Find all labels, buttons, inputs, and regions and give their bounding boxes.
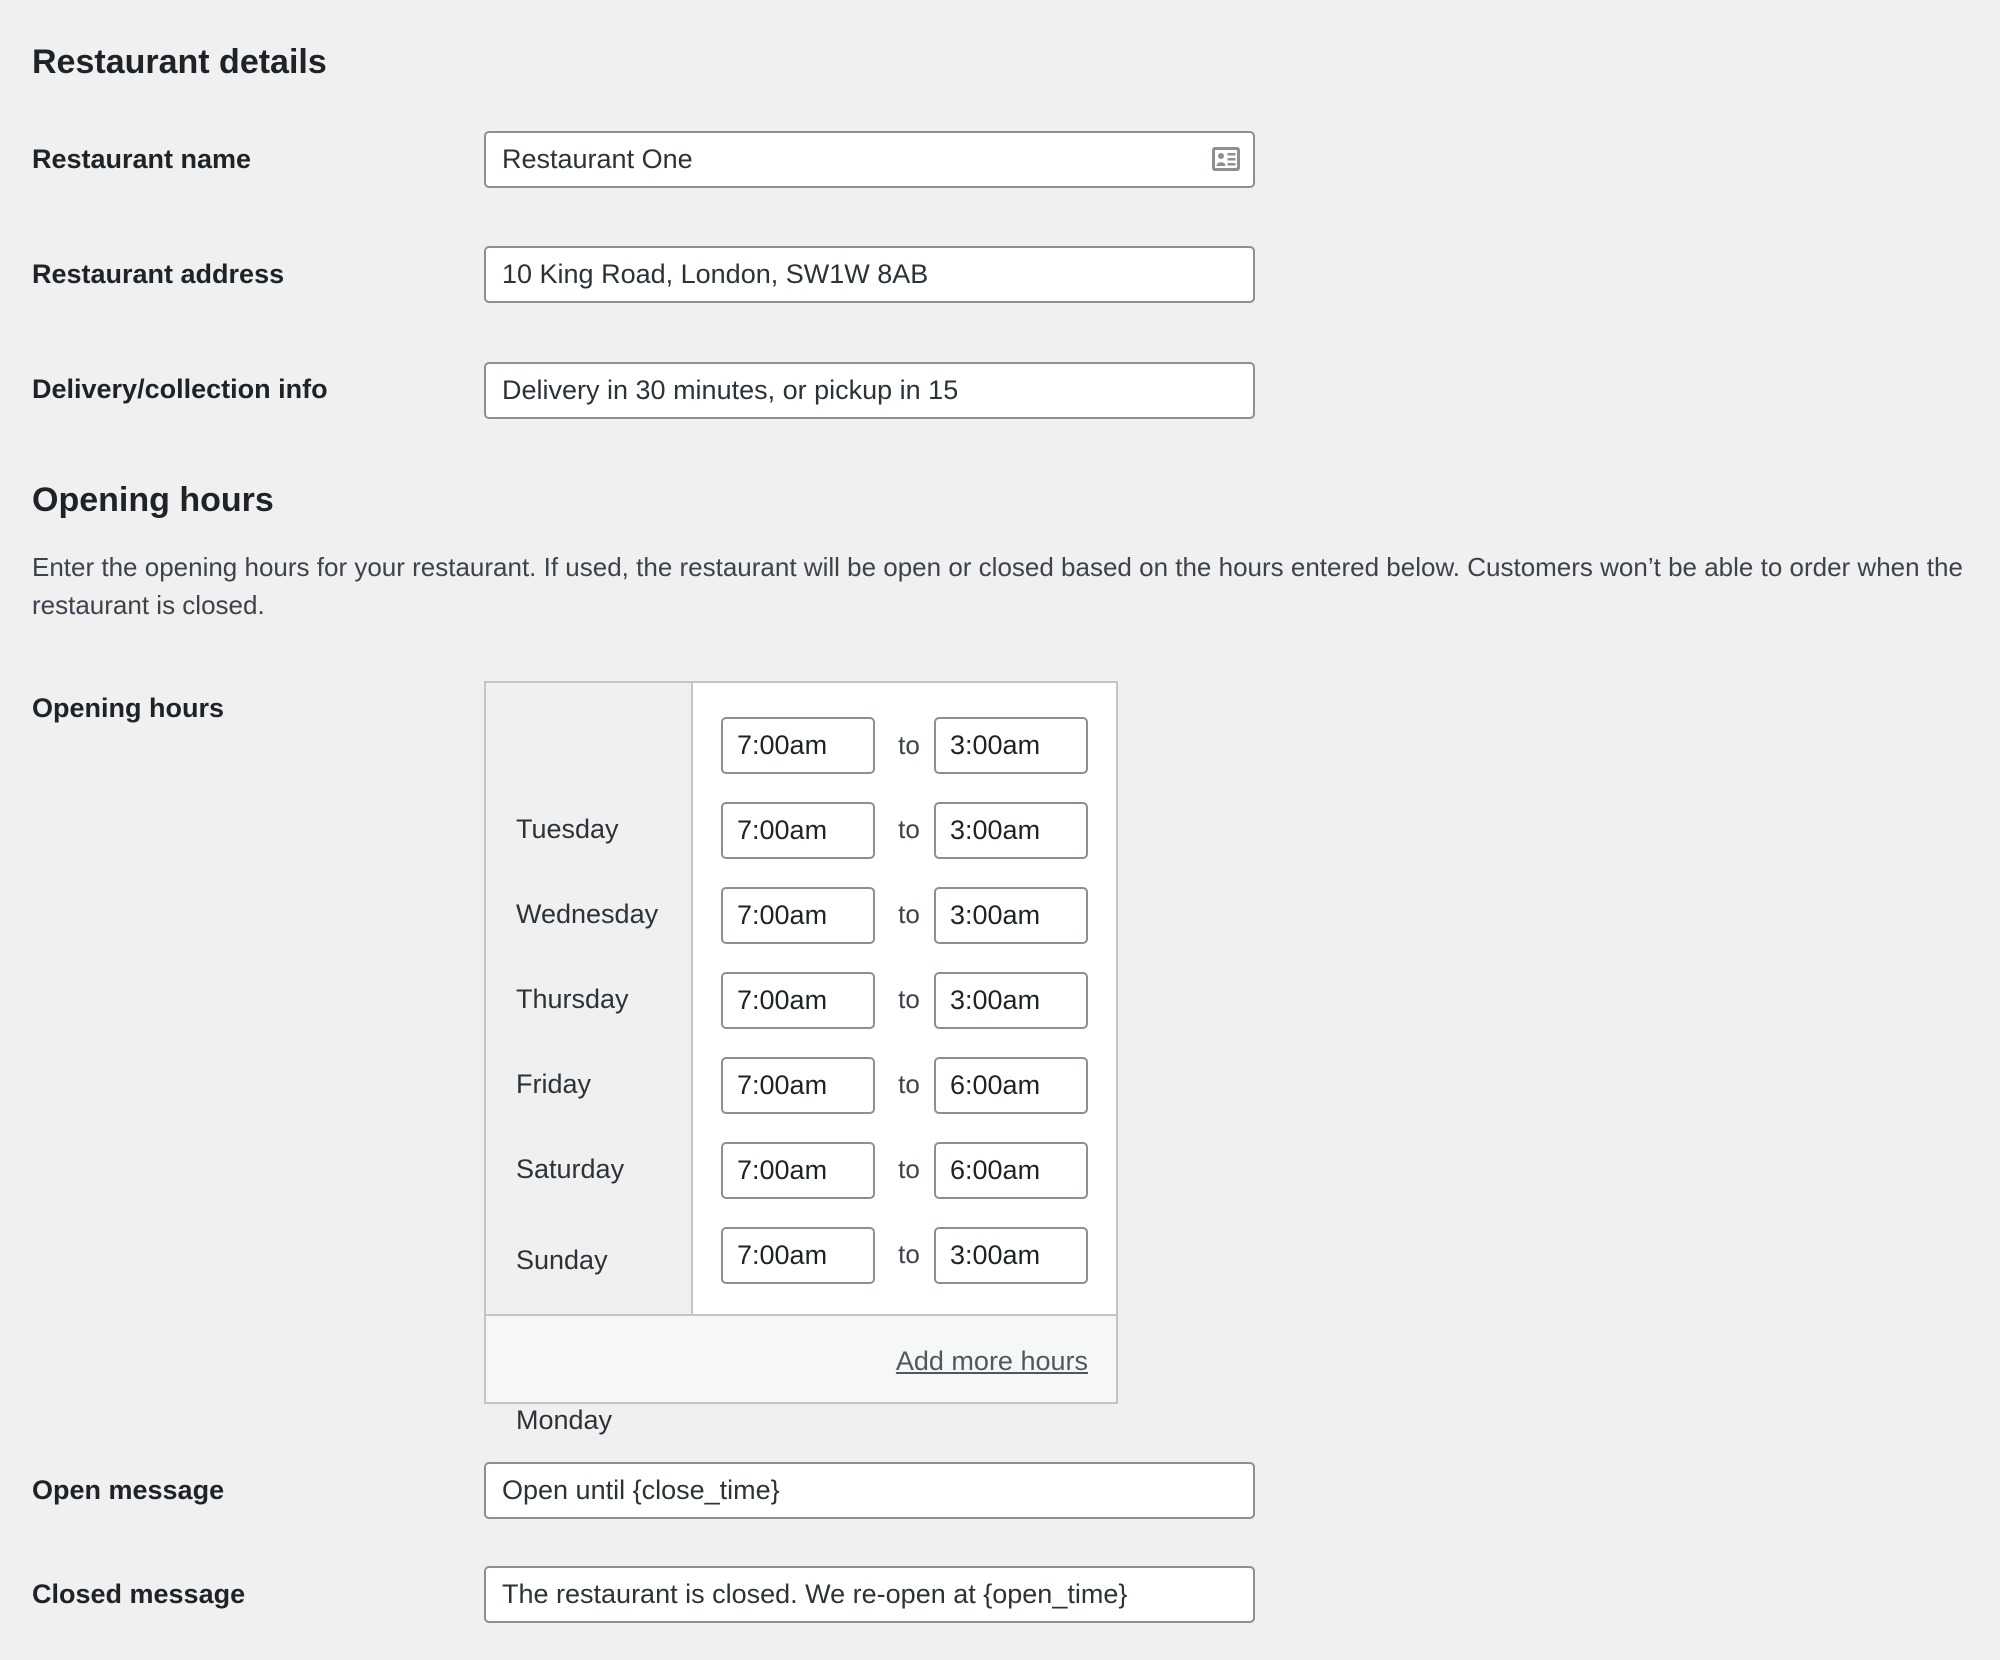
close-time-input[interactable] [934, 717, 1088, 774]
restaurant-address-input[interactable] [484, 246, 1255, 303]
close-time-input[interactable] [934, 1142, 1088, 1199]
to-separator: to [898, 1154, 920, 1184]
delivery-info-label: Delivery/collection info [32, 374, 328, 404]
open-time-input[interactable] [721, 887, 875, 944]
open-message-input[interactable] [484, 1462, 1255, 1519]
to-separator: to [898, 1069, 920, 1099]
closed-message-input[interactable] [484, 1566, 1255, 1623]
day-label-saturday: Saturday [516, 1154, 625, 1184]
open-time-input[interactable] [721, 717, 875, 774]
restaurant-address-label: Restaurant address [32, 259, 285, 289]
open-message-label: Open message [32, 1475, 225, 1505]
to-separator: to [898, 984, 920, 1014]
restaurant-details-heading: Restaurant details [32, 43, 327, 81]
close-time-input[interactable] [934, 1227, 1088, 1284]
opening-hours-heading: Opening hours [32, 481, 274, 519]
restaurant-name-label: Restaurant name [32, 144, 252, 174]
to-separator: to [898, 899, 920, 929]
delivery-info-input[interactable] [484, 362, 1255, 419]
day-label-friday: Friday [516, 1069, 592, 1099]
add-more-hours-link[interactable]: Add more hours [895, 1346, 1088, 1376]
opening-hours-label: Opening hours [32, 693, 224, 723]
close-time-input[interactable] [934, 887, 1088, 944]
open-time-input[interactable] [721, 972, 875, 1029]
to-separator: to [898, 1239, 920, 1269]
closed-message-label: Closed message [32, 1579, 246, 1609]
day-label-tuesday: Tuesday [516, 814, 619, 844]
opening-hours-table [484, 681, 1118, 1435]
opening-hours-footer [486, 1314, 1116, 1402]
day-label-wednesday: Wednesday [516, 899, 659, 929]
close-time-input[interactable] [934, 972, 1088, 1029]
restaurant-name-input[interactable] [484, 131, 1255, 188]
close-time-input[interactable] [934, 802, 1088, 859]
open-time-input[interactable] [721, 1142, 875, 1199]
close-time-input[interactable] [934, 1057, 1088, 1114]
day-label-monday: Monday [516, 1405, 613, 1435]
day-label-thursday: Thursday [516, 984, 629, 1014]
day-label-sunday: Sunday [516, 1245, 608, 1275]
open-time-input[interactable] [721, 1227, 875, 1284]
opening-hours-description: Enter the opening hours for your restaurant. If used, the restaurant will be open or closed based on the hours entered below. Customers won’t be able to order when the restaurant is closed. [32, 552, 1963, 620]
to-separator: to [898, 730, 920, 760]
open-time-input[interactable] [721, 1057, 875, 1114]
restaurant-name-field-wrapper [484, 131, 1255, 188]
contact-card-icon[interactable] [1211, 146, 1241, 172]
to-separator: to [898, 814, 920, 844]
open-time-input[interactable] [721, 802, 875, 859]
